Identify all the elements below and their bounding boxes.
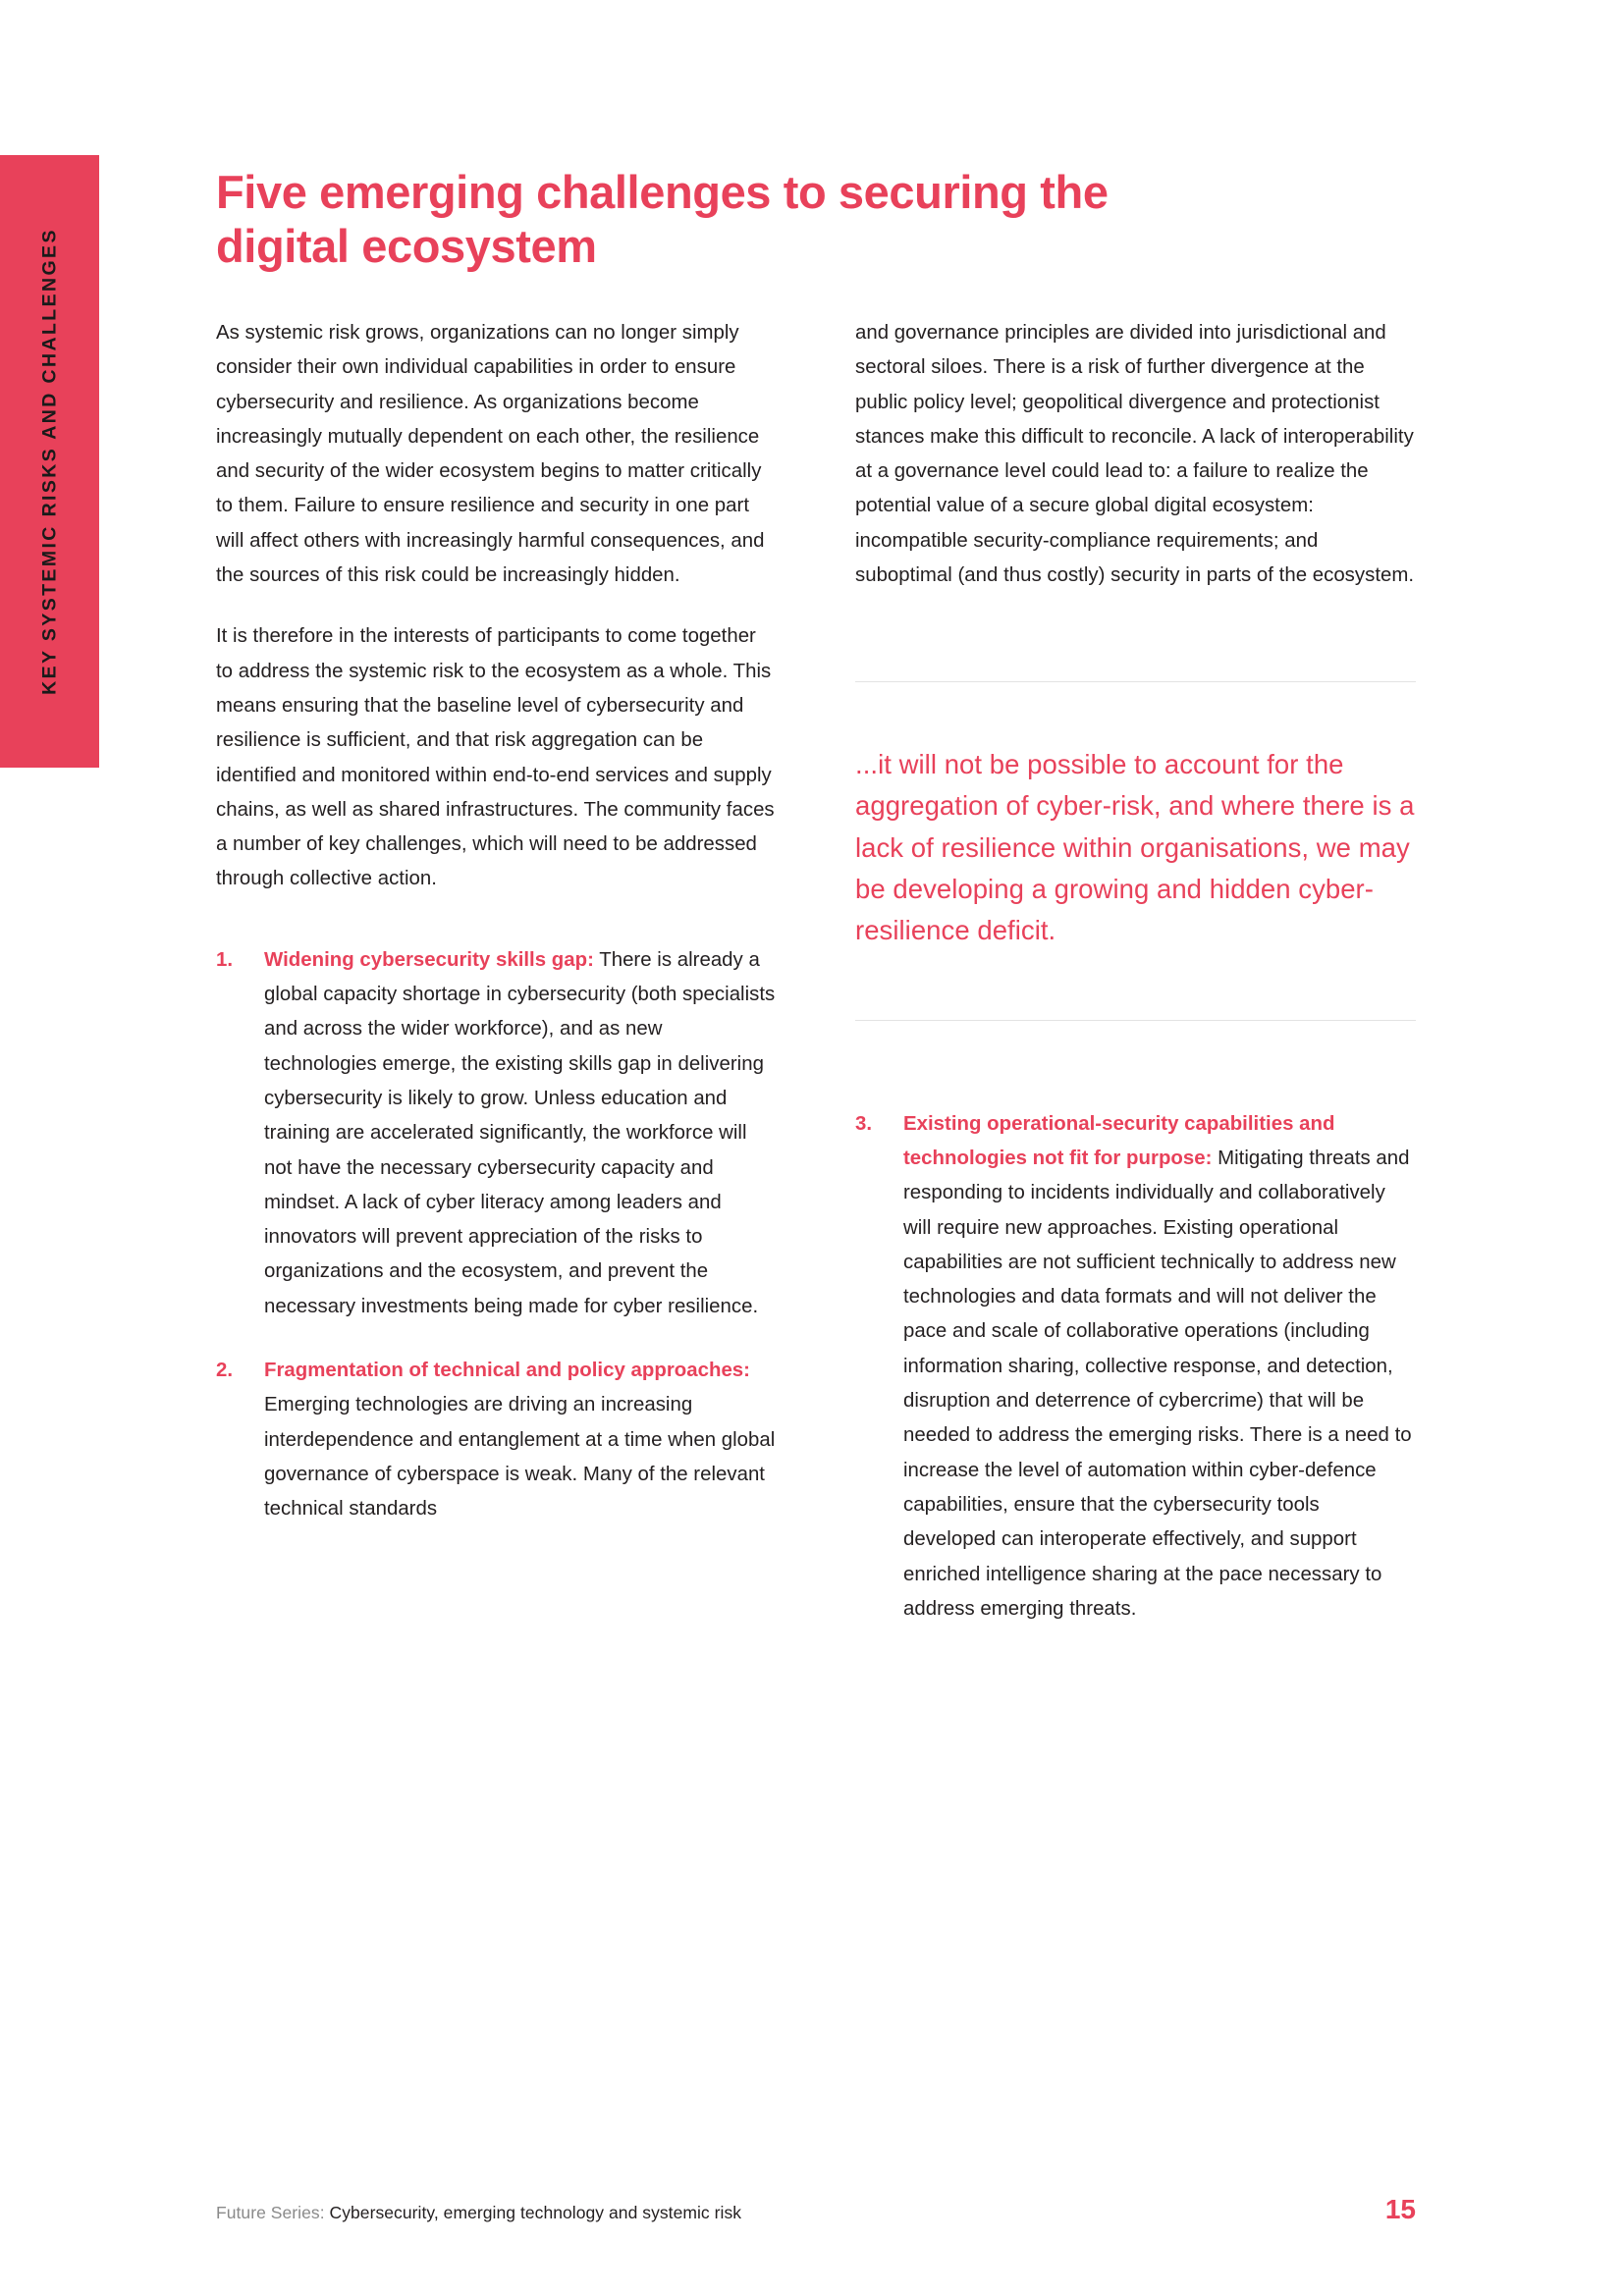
challenge-item-3: [855, 1107, 1416, 1627]
section-tab-label: KEY SYSTEMIC RISKS AND CHALLENGES: [37, 228, 60, 695]
left-paragraph-2: It is therefore in the interests of participants to come together to address the systemic risk to the ecosystem as a whole. This means ensuring that the baseline level of cybersecurity and resilience is sufficient, and that risk aggregation can be identified and monitored within end-to-end services and supply chains, as well as shared infrastructures. The community faces a number of key challenges, which will need to be addressed through collective action.: [216, 625, 775, 890]
challenge-number: 2.: [216, 1360, 234, 1382]
challenge-item-1: [216, 943, 777, 1324]
challenge-lead: Widening cybersecurity skills gap:: [264, 948, 594, 971]
challenge-lead: Existing operational-security capabilities and technologies not fit for purpose:: [903, 1112, 1335, 1169]
challenge-item-2: [216, 1354, 777, 1526]
footer-document-title: Cybersecurity, emerging technology and systemic risk: [329, 2203, 742, 2222]
page-title: Five emerging challenges to securing the digital ecosystem: [216, 166, 1109, 273]
page-footer: [216, 2196, 1416, 2223]
footer-series-label: Future Series:: [216, 2203, 325, 2222]
list-spacer: [216, 897, 777, 943]
right-paragraph-1: and governance principles are divided into jurisdictional and sectoral siloes. There is a risk of further divergence at the public policy level; geopolitical divergence and protectionist stances make this difficult to reconcile. A lack of interoperability at a governance level could lead to: a failure to realize the potential value of a secure global digital ecosystem: incompatible security-compliance requirements; and suboptimal (and thus costly) security in parts of the ecosystem.: [855, 322, 1415, 587]
challenge-number: 1.: [216, 948, 234, 971]
pull-quote-text: ...it will not be possible to account for the aggregation of cyber-risk, and where there is a lack of resilience within organisations, we may be developing a growing and hidden cyber-resilience deficit.: [855, 749, 1415, 945]
quote-gap: [855, 1021, 1416, 1107]
challenge-body: Emerging technologies are driving an increasing interdependence and entanglement at a time when global governance of cyberspace is weak. Many of the relevant technical standards: [264, 1394, 776, 1521]
left-paragraph-1: As systemic risk grows, organizations can no longer simply consider their own individual capabilities in order to ensure cybersecurity and resilience. As organizations become increasingly mutually dependent on each other, the resilience and security of the wider ecosystem begins to matter critically to them. Failure to ensure resilience and security in one part will affect others with increasingly harmful consequences, and the sources of this risk could be increasingly hidden.: [216, 322, 765, 587]
right-column: [855, 316, 1416, 1627]
two-column-layout: [216, 316, 1416, 1627]
page-number: 15: [1384, 2194, 1416, 2224]
challenge-body: There is already a global capacity shortage in cybersecurity (both specialists and across the wider workforce), and as new technologies emerge, the existing skills gap in delivering cybersecurity is likely to grow. Unless education and training are accelerated significantly, the workforce will not have the necessary cybersecurity capacity and mindset. A lack of cyber literacy among leaders and innovators will prevent appreciation of the risks to organizations and the ecosystem, and prevent the necessary investments being made for cyber resilience.: [264, 948, 776, 1317]
challenge-number: 3.: [855, 1112, 873, 1135]
challenge-body: Mitigating threats and responding to incidents individually and collaboratively will require new approaches. Existing operational capabilities are not sufficient technically to address new technologies and data formats and will not deliver the pace and scale of collaborative operations (including information sharing, collective response, and detection, disruption and deterrence of cybercrime) that will be needed to address the emerging risks. There is a need to increase the level of automation within cyber-defence capabilities, ensure that the cybersecurity tools developed can interoperate effectively, and support enriched intelligence sharing at the pace necessary to address emerging threats.: [903, 1147, 1412, 1620]
footer-caption: [216, 2203, 741, 2223]
challenges-list-right: [855, 1107, 1416, 1627]
page-content: [216, 0, 1416, 2296]
challenge-lead: Fragmentation of technical and policy approaches:: [264, 1360, 750, 1382]
challenge-text: [264, 949, 775, 1317]
pull-quote-block: [855, 681, 1416, 1020]
section-tab: [0, 155, 99, 768]
challenge-text: [264, 1360, 775, 1520]
challenge-text: [903, 1113, 1412, 1620]
challenges-list-left: [216, 943, 777, 1527]
left-column: [216, 316, 777, 1627]
